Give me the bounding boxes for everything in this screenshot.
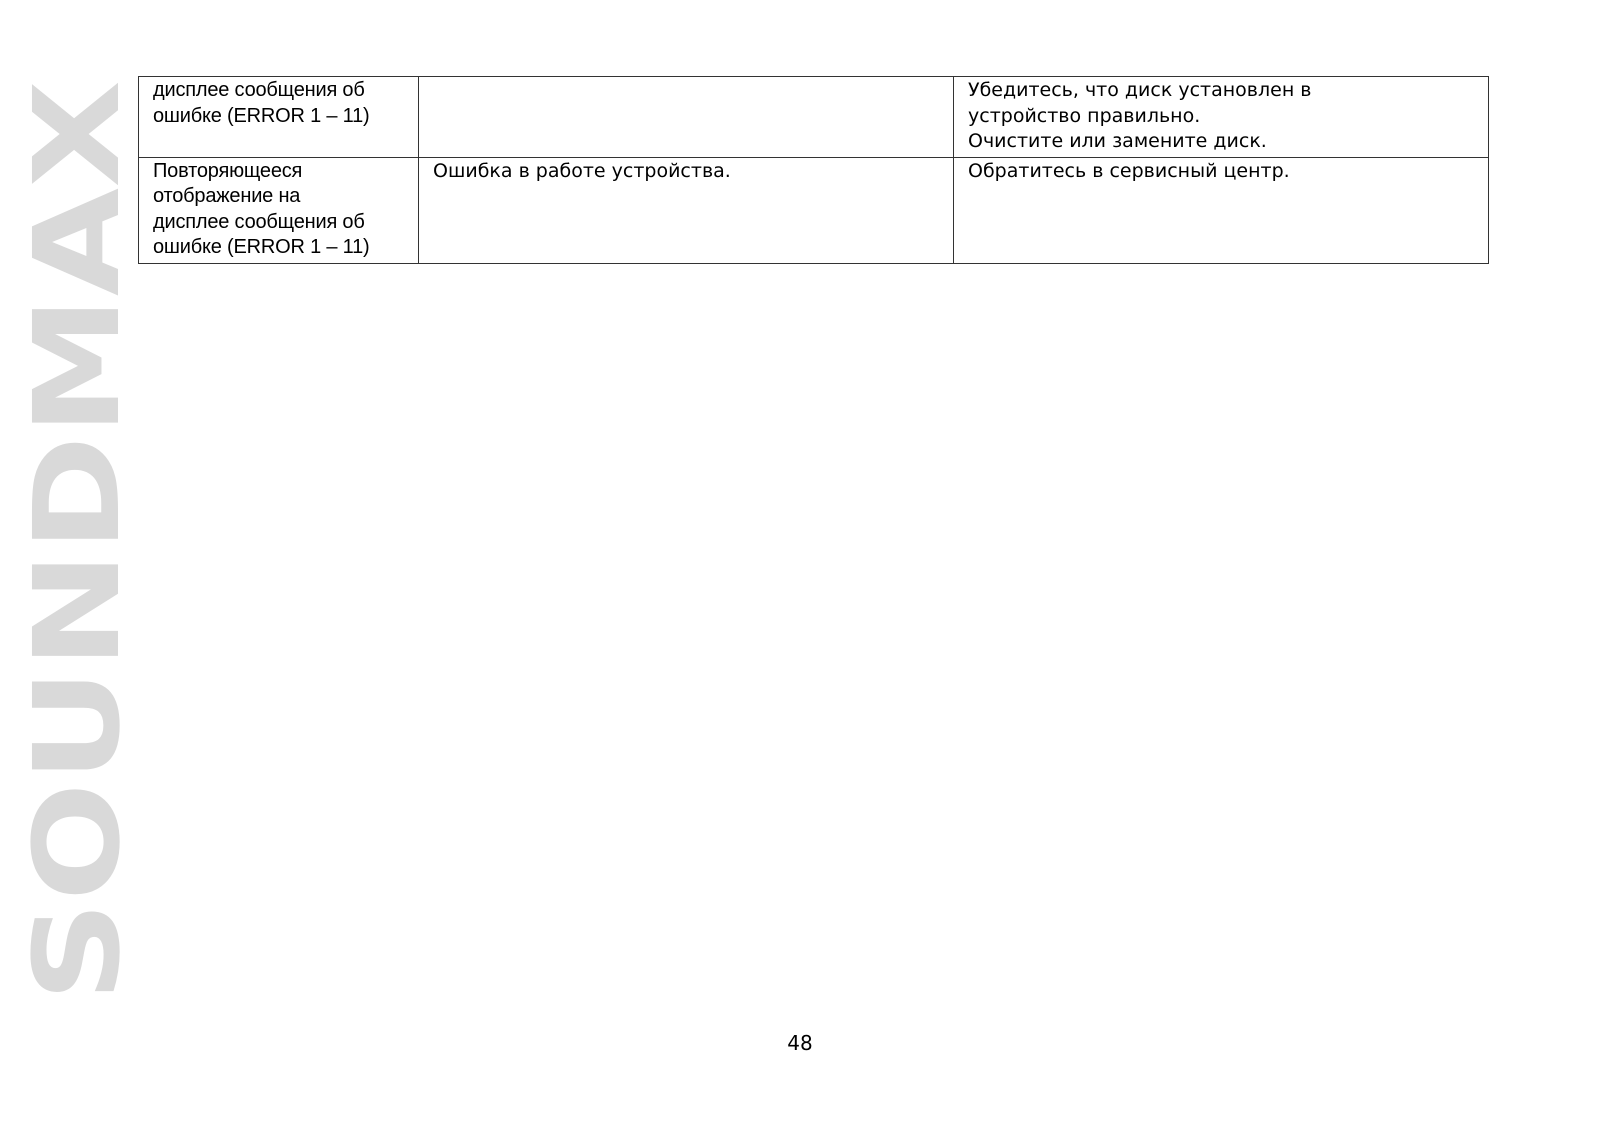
symptom-cell [139, 157, 419, 263]
page-number: 48 [787, 1031, 813, 1055]
cell-line: ошибке (ERROR 1 – 11) [153, 104, 370, 127]
cell-line: дисплее сообщения об [153, 210, 365, 233]
symptom-cell [139, 77, 419, 158]
troubleshooting-table [138, 76, 1489, 264]
cell-line: Обратитесь в сервисный центр. [968, 159, 1290, 182]
cause-cell [419, 77, 954, 158]
table-row [139, 157, 1489, 263]
cell-line: Очистите или замените диск. [968, 130, 1267, 152]
cell-line: Ошибка в работе устройства. [433, 159, 731, 182]
cell-line: дисплее сообщения об [153, 79, 365, 101]
cell-line: устройство правильно. [968, 104, 1201, 127]
cause-cell [419, 157, 954, 263]
cell-line: отображение на [153, 185, 301, 207]
cell-line: ошибке (ERROR 1 – 11) [153, 236, 370, 258]
cell-line: Убедитесь, что диск установлен в [968, 79, 1312, 101]
soundmax-watermark-logo [0, 0, 146, 1128]
solution-cell [954, 157, 1489, 263]
watermark-text: SOUNDMAX [8, 224, 146, 1002]
solution-cell [954, 77, 1489, 158]
table-row [139, 77, 1489, 158]
cell-line: Повторяющееся [153, 159, 303, 182]
